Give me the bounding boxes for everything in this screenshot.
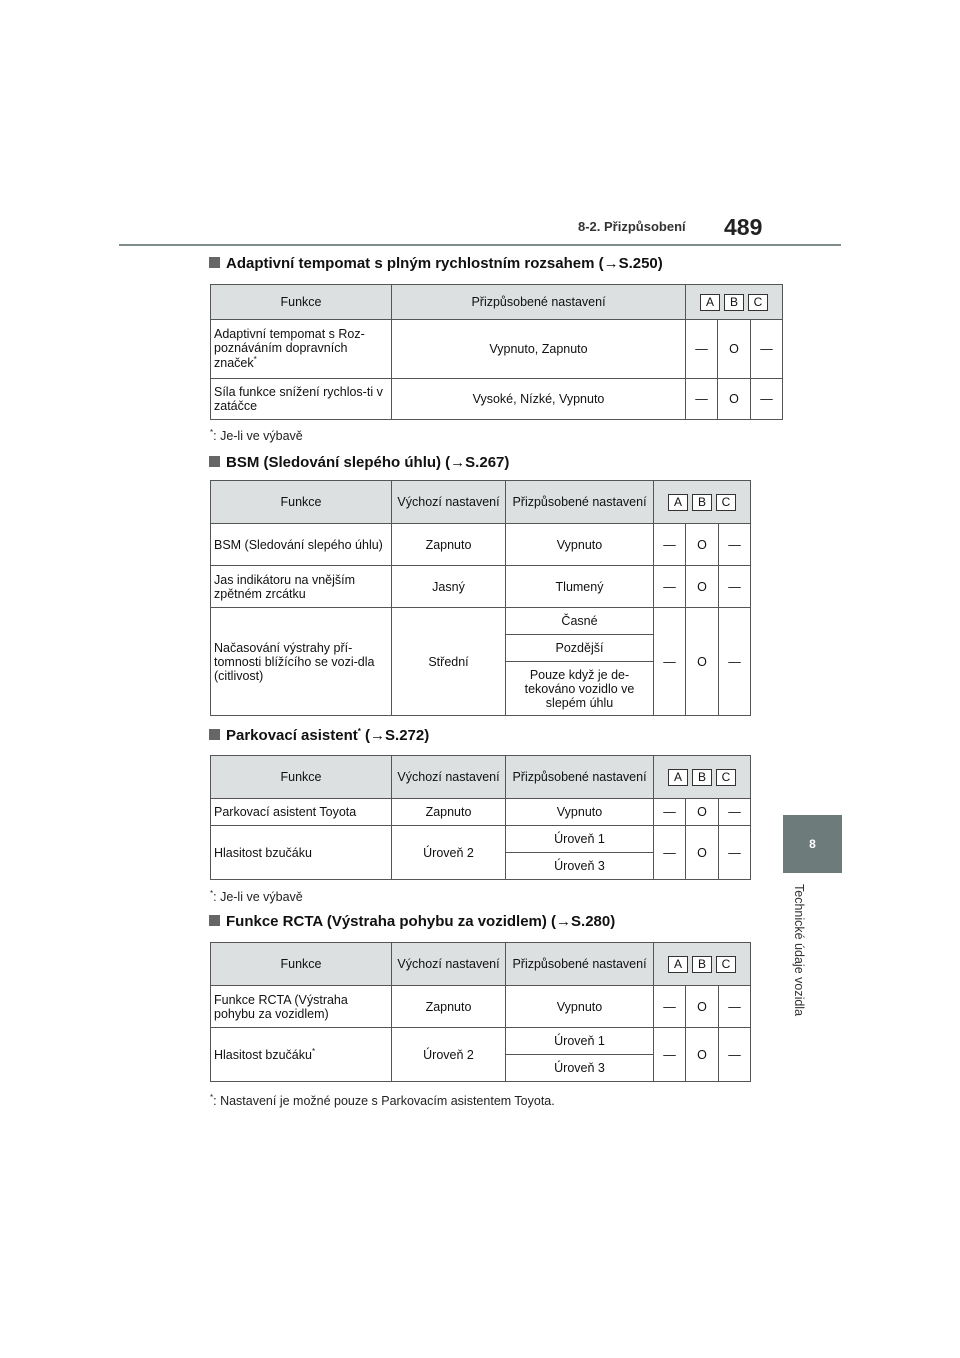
table-cell: O: [718, 320, 751, 379]
table-cell: Parkovací asistent Toyota: [211, 799, 392, 826]
abc-box: A: [668, 769, 688, 786]
table-cell: —: [719, 1028, 751, 1082]
header-abc: [654, 481, 751, 524]
header-prizpusobene: Přizpůsobené nastavení: [506, 481, 654, 524]
table-cell: Vysoké, Nízké, Vypnuto: [392, 379, 686, 420]
table-cell: O: [686, 608, 719, 716]
table-cell: —: [719, 986, 751, 1028]
table-cell: Úroveň 3: [506, 853, 654, 880]
abc-box: B: [692, 494, 712, 511]
section-heading: Funkce RCTA (Výstraha pohybu za vozidlem) (→S.280): [209, 913, 615, 930]
square-bullet-icon: [209, 257, 220, 268]
abc-box: A: [700, 294, 720, 311]
table-cell: —: [654, 986, 686, 1028]
chapter-label: Technické údaje vozidla: [792, 884, 806, 1017]
table-cell: O: [718, 379, 751, 420]
table-cell: Načasování výstrahy pří-tomnosti blížícího se vozi-dla (citlivost): [211, 608, 392, 716]
abc-box: C: [748, 294, 768, 311]
table-cell: Úroveň 1: [506, 1028, 654, 1055]
table-cell: —: [719, 799, 751, 826]
table-cell: Úroveň 2: [392, 1028, 506, 1082]
table-cell: O: [686, 986, 719, 1028]
abc-box: A: [668, 494, 688, 511]
header-abc: [654, 756, 751, 799]
table-cell: Hlasitost bzučáku*: [211, 1028, 392, 1082]
table-cell: Tlumený: [506, 566, 654, 608]
table-cell: Pouze když je de-tekováno vozidlo ve slepém úhlu: [506, 662, 654, 716]
settings-table: [210, 480, 751, 716]
table-cell: Vypnuto: [506, 986, 654, 1028]
header-prizpusobene: Přizpůsobené nastavení: [392, 285, 686, 320]
square-bullet-icon: [209, 915, 220, 926]
abc-box: C: [716, 769, 736, 786]
table-cell: —: [719, 566, 751, 608]
abc-box: B: [692, 769, 712, 786]
table-cell: Zapnuto: [392, 986, 506, 1028]
table-cell: Zapnuto: [392, 799, 506, 826]
page-number: 489: [724, 214, 763, 240]
table-cell: Jas indikátoru na vnějším zpětném zrcátku: [211, 566, 392, 608]
table-cell: —: [719, 608, 751, 716]
section-heading: Parkovací asistent* (→S.272): [209, 727, 429, 744]
table-cell: Vypnuto: [506, 524, 654, 566]
section-heading: Adaptivní tempomat s plným rychlostním rozsahem (→S.250): [209, 255, 663, 272]
header-prizpusobene: Přizpůsobené nastavení: [506, 756, 654, 799]
table-cell: O: [686, 1028, 719, 1082]
table-cell: —: [719, 524, 751, 566]
table-cell: Funkce RCTA (Výstraha pohybu za vozidlem): [211, 986, 392, 1028]
header-funkce: Funkce: [211, 285, 392, 320]
table-cell: —: [654, 524, 686, 566]
section-heading: BSM (Sledování slepého úhlu) (→S.267): [209, 454, 509, 471]
header-vychozi: Výchozí nastavení: [392, 756, 506, 799]
table-cell: —: [719, 826, 751, 880]
footnote: *: Je-li ve výbavě: [210, 889, 303, 905]
table-cell: Střední: [392, 608, 506, 716]
abc-box: A: [668, 956, 688, 973]
header-vychozi: Výchozí nastavení: [392, 481, 506, 524]
header-abc: [686, 285, 783, 320]
header-abc: [654, 943, 751, 986]
header-funkce: Funkce: [211, 943, 392, 986]
table-cell: Úroveň 3: [506, 1055, 654, 1082]
abc-box: B: [692, 956, 712, 973]
settings-table: [210, 942, 751, 1082]
table-cell: O: [686, 524, 719, 566]
header-funkce: Funkce: [211, 481, 392, 524]
chapter-tab: 8: [783, 815, 842, 873]
abc-box: C: [716, 956, 736, 973]
table-cell: Hlasitost bzučáku: [211, 826, 392, 880]
header-rule: [119, 244, 841, 246]
table-cell: O: [686, 826, 719, 880]
table-cell: —: [654, 608, 686, 716]
abc-box: C: [716, 494, 736, 511]
table-cell: —: [686, 379, 718, 420]
header-funkce: Funkce: [211, 756, 392, 799]
settings-table: [210, 284, 783, 420]
square-bullet-icon: [209, 729, 220, 740]
settings-table: [210, 755, 751, 880]
table-cell: —: [654, 826, 686, 880]
table-cell: —: [654, 1028, 686, 1082]
table-cell: Jasný: [392, 566, 506, 608]
table-cell: Síla funkce snížení rychlos-ti v zatáčce: [211, 379, 392, 420]
section-header: 8-2. Přizpůsobení: [578, 219, 686, 234]
table-cell: —: [751, 320, 783, 379]
table-cell: BSM (Sledování slepého úhlu): [211, 524, 392, 566]
header-prizpusobene: Přizpůsobené nastavení: [506, 943, 654, 986]
footnote: *: Je-li ve výbavě: [210, 428, 303, 444]
footnote: *: Nastavení je možné pouze s Parkovacím asistentem Toyota.: [210, 1093, 555, 1109]
table-cell: Úroveň 1: [506, 826, 654, 853]
table-cell: O: [686, 799, 719, 826]
table-cell: —: [654, 799, 686, 826]
abc-box: B: [724, 294, 744, 311]
header-vychozi: Výchozí nastavení: [392, 943, 506, 986]
table-cell: O: [686, 566, 719, 608]
table-cell: —: [751, 379, 783, 420]
table-cell: —: [686, 320, 718, 379]
table-cell: Vypnuto: [506, 799, 654, 826]
square-bullet-icon: [209, 456, 220, 467]
table-cell: Pozdější: [506, 635, 654, 662]
table-cell: Adaptivní tempomat s Roz-poznáváním dopravních značek*: [211, 320, 392, 379]
table-cell: Vypnuto, Zapnuto: [392, 320, 686, 379]
table-cell: Úroveň 2: [392, 826, 506, 880]
table-cell: Zapnuto: [392, 524, 506, 566]
table-cell: —: [654, 566, 686, 608]
table-cell: Časné: [506, 608, 654, 635]
